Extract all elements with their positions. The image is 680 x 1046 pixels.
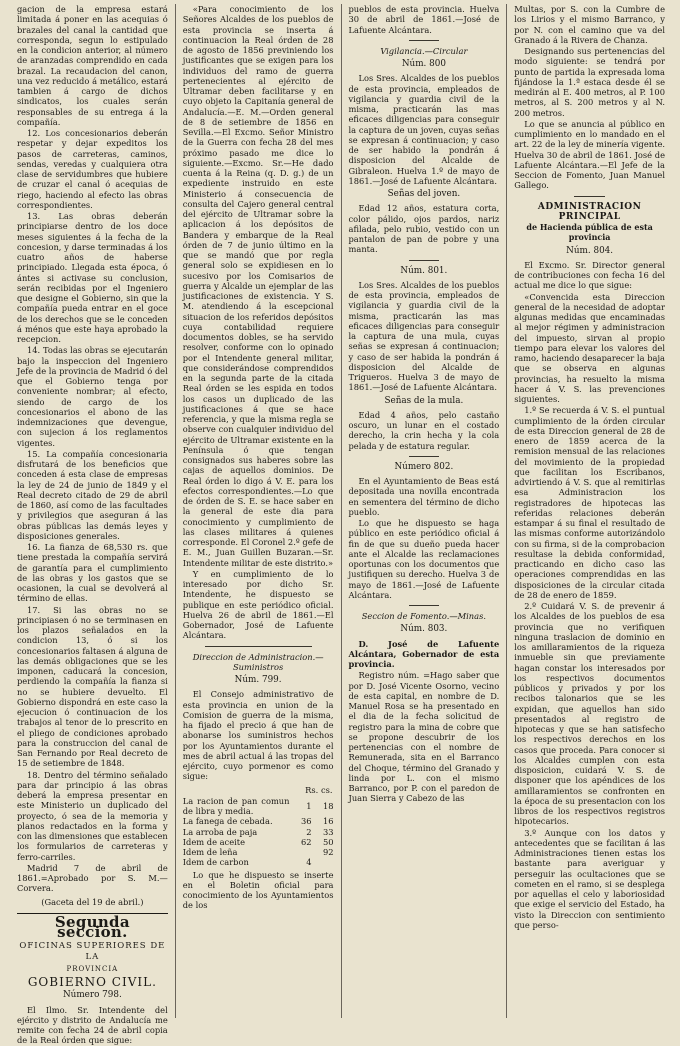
price-cs [312, 857, 334, 867]
senas-joven-heading: Señas del joven. [387, 189, 461, 199]
table-header-row [183, 784, 334, 796]
administracion-heading: ADMINISTRACION PRINCIPAL [537, 201, 642, 222]
price-rs: 2 [306, 826, 312, 837]
number-802: Número 802. [394, 461, 454, 472]
number-804: Núm. 804. [566, 245, 614, 256]
condition-12: 12. Los concesionarios deberán respetar y dejar expeditos los pasos de carreteras, caminos, sendas, veredas y cualquiera otra clase de servidumbres que hubiere de cruzar el canal ó acequias de riego, haciendo al efecto las obras correspondientes. [17, 128, 168, 210]
price-cs: 92 [322, 847, 334, 857]
price-rs: 1 [306, 800, 312, 811]
condition-13: 13. Las obras deberán principiarse dentro de los doce meses siguientes á la fecha de la concesion, y darse terminadas á los cuatro años de haberse principiado. Llegada esta época, ó ántes si activase su conclusion, serán recibidas por el Ingeniero que designe el Gobierno, sin que la compañía pueda entrar en el goce de los derechos que se le conceden á ménos que este haya aprobado la recepcion. [17, 211, 168, 344]
column-1 [10, 4, 175, 1046]
price-item: Idem de aceite [182, 836, 246, 847]
gobierno-civil-heading: GOBIERNO CIVIL. [27, 975, 157, 989]
paragraph-mula: Edad 4 años, pelo castaño oscuro, un lunar en el costado derecho, la crin hecha y la cola pelada y de estatura regular. [348, 409, 500, 451]
price-table [183, 784, 334, 868]
paragraph-convencida: «Convencida esta Direccion general de la necesidad de adoptar algunas medidas que encaminadas al mejor régimen y administracion del impuesto, sirvan al propio tiempo para elevar los valores del ramo, haciendo desaparecer la baja que se observa en algunas provincias, ha resuelto la misma hacer á V. S. las prevenciones siguientes. [514, 291, 665, 404]
paragraph-consejo: El Consejo administrativo de esta provincia en union de la Comision de guerra de la misma, ha fijado el precio á que han de abonarse los suministros hechos por los Ayuntamientos durante el mes de abril actual á las tropas del ejército, cuyo pormenor es como sigue: [182, 689, 334, 782]
table-row [183, 837, 334, 847]
paragraph-1: 1.º Se recuerda á V. S. el puntual cumplimiento de la órden circular de esta Direccion general de 28 de enero de 1859 acerca de la remision mensual de las relaciones del movimiento de la propiedad que facilitan los Escribanos, advirtiendo á V. S. que al remitirlas esa Administracion los registradores de hipotecas las referidas relaciones deberán estampar á su final el resultado de las mismas conforme autorizándolo con su firma, si de la comprobacion resultase la debida conformidad, practicando en dicho caso las operaciones comprendidas en las disposiciones de la circular citada de 28 de enero de 1859. [514, 405, 665, 600]
condition-16: 16. La fianza de 68,530 rs. que tiene prestada la compañía servirá de garantía para el cumplimiento de las obras y los gastos que se ocasionen, la cual se devolverá al término de ellas. [17, 542, 168, 604]
price-rs: 4 [306, 857, 312, 868]
table-row [183, 796, 334, 817]
table-row [183, 827, 334, 837]
column-2 [175, 4, 341, 1018]
number-801: Núm. 801. [400, 265, 448, 276]
price-item: La fanega de cebada. [182, 816, 273, 827]
table-row [183, 847, 334, 857]
table-row [183, 816, 334, 826]
table-header: Rs. cs. [305, 784, 333, 795]
administracion-subheading: de Hacienda pública de esta provincia [526, 222, 653, 243]
price-cs: 33 [322, 826, 334, 837]
price-rs [290, 847, 312, 857]
paragraph-top: pueblos de esta provincia. Huelva 30 de abril de 1861.—José de Lafuente Alcántara. [348, 4, 500, 35]
price-rs: 62 [300, 836, 312, 847]
senas-mula-heading: Señas de la mula. [384, 395, 464, 406]
paragraph-cumplimiento: Y en cumplimiento de lo interesado por dicho Sr. Intendente, he dispuesto se publique en este periódico oficial. Huelva 26 de abril de 1861.—El Gobernador, José de Lafuente Alcántara. [182, 568, 334, 641]
paragraph-boletin: Lo que he dispuesto se inserte en el Boletin oficial para conocimiento de los Ayuntamientos de los [182, 869, 334, 911]
fomento-heading: Seccion de Fomento.—Minas. [361, 611, 486, 621]
paragraph-intro: gacion de la empresa estará limitada á poner en las acequias ó brazales del canal la cantidad que corresponda, segun lo estipulado en la condicion anterior, al número de aranzadas comprendido en cada brazal. La recaudacion del canon, una vez reducido á metálico, estará tambien á cargo de dichos sindicatos, los cuales serán responsables de su entrega á la compañía. [17, 4, 168, 127]
condition-15: 15. La compañía concesionaria disfrutará de los beneficios que conceden á esta clase de empresas la ley de 24 de junio de 1849 y el Real decreto citado de 29 de abril de 1860, así como de las facultades y privilegios que aseguran á las obras públicas las demás leyes y disposiciones generales. [17, 448, 168, 541]
paragraph-excmo: El Excmo. Sr. Director general de contribuciones con fecha 16 del actual me dice lo que sigue: [514, 259, 665, 291]
price-cs: 50 [322, 836, 334, 847]
provincia-heading: PROVINCIA [66, 964, 119, 973]
oficinas-heading: OFICINAS SUPERIORES DE LA [19, 941, 166, 962]
divider [409, 260, 440, 261]
column-3 [341, 4, 507, 1018]
divider [409, 605, 440, 606]
paragraph-registro: Registro núm. =Hago saber que por D. José Vicente Osorno, vecino de esta capital, en nombre de D. Manuel Rosa se ha presentado en el dia de la fecha solicitud de registro para la mina de cobre que se propone descubrir de los pertenencias con el nombre de Remunerada, sita en el Barranco del Choque, término del Granado y linda por L. con el mismo Barranco, por P. con el paredon de Juan Sierra y Cabezo de las [348, 670, 500, 804]
paragraph-intendente: El Ilmo. Sr. Intendente del ejército y distrito de Andalucía me remite con fecha 24 de abril copia de la Real órden que sigue: [17, 1004, 168, 1046]
paragraph-802b: Lo que he dispuesto se haga público en este periódico oficial á fin de que su dueño pueda hacer ante el Alcalde las reclamaciones oportunas con los documentos que justifiquen su derecho. Huelva 3 de mayo de 1861.—José de Lafuente Alcántara. [348, 518, 500, 600]
price-rs: 36 [300, 816, 312, 827]
paragraph-803: D. José de Lafuente Alcántara, Gobernador de esta provincia. [348, 638, 500, 669]
paragraph-2: 2.º Cuidará V. S. de prevenir á los Alcaldes de los pueblos de esa provincia que no verifiquen ninguna traslacion de dominio en los amillaramientos de la riqueza inmueble sin que previamente hagan constar los interesados por los respectivos documentos públicos y privados y por los recibos talonarios que se les expidan, que aquellos han sido presentados al registro de hipotecas y que se han satisfecho los respectivos derechos en los casos que proceda. Para conocer si los Alcaldes cumplen con esta disposicion, cuidará V. S. de disponer que los apéndices de los amillaramientos se confronten en la época de su presentacion con los libros de los respectivos registros hipotecarios. [514, 601, 665, 827]
divider [409, 456, 440, 457]
paragraph-real-orden: «Para conocimiento de los Señores Alcaldes de los pueblos de esta provincia se inserta á continuacion la Real órden de 28 de agosto de 1856 previniendo los justificantes que se exigen para los individuos del ramo de guerra pertenecientes al ejército de Ultramar deben facilitarse y en cuyo objeto la Capitanía general de Andalucía.—E. M.—Orden general de 8 de setiembre de 1856 en Sevilla.—El Excmo. Señor Ministro de la Guerra con fecha 28 del mes próximo pasado me dice lo siguiente.—Excmo. Sr.—He dado cuenta á la Reina (q. D. g.) de un expediente instruido en este Ministerio á consecuencia de consulta del Cajero general central del ejército de Ultramar sobre la aplicacion á los depósitos de Bandera y embarque de la Real órden de 7 de junio último en la que se mandó que por regla general solo se expidiesen en lo sucesivo por los Comisarios de guerra y Alcalde un ejemplar de las justificaciones de existencia. Y S. M. atendiendo á la escepcional situacion de los referidos depósitos cuya contabilidad requiere documentos dobles, se ha servido resolver, conforme con lo opinado por el Intendente general militar, que considerándose comprendidos en la segunda parte de la citada Real órden se les espida en todos los casos un duplicado de las justificaciones á que se hace referencia, y que la misma regla se observe con cualquier individuo del ejército de Ultramar existente en la Península ó que tengan consignados sus haberes sobre las cajas de aquellos dominios. De Real órden lo digo á V. E. para los efectos correspondientes.—Lo que de órden de S. E. se hace saber en la general de este dia para conocimiento y cumplimiento de las clases militares á quienes corresponde. El Coronel 2.º gefe de E. M., Juan Guillen Buzaran.—Sr. Intendente militar de este distrito.» [182, 4, 334, 568]
section-title: Segunda seccion. [17, 913, 168, 938]
divider [574, 196, 605, 197]
condition-17: 17. Si las obras no se principiasen ó no se terminasen en los plazos señalados en la condicion 13, ó si los concesionarios faltasen á alguna de las demás obligaciones que se les imponen, caducará la concesion, perdiendo la compañía la fianza si no se hubiere devuelto. El Gobierno dispondrá en este caso la ejecucion ó continuacion de los trabajos al tenor de lo prescrito en el pliego de condiciones aprobado para la construccion del canal de San Fernando por Real decreto de 15 de setiembre de 1848. [17, 604, 168, 769]
vigilancia-heading: Vigilancia.—Circular [380, 45, 468, 56]
condition-14: 14. Todas las obras se ejecutarán bajo la inspeccion del Ingeniero Jefe de la provincia de Madrid ó del que el Gobierno tenga por conveniente nombrar; al efecto, siendo de cargo de los concesionarios el abono de las indemnizaciones que devengue, con sujecion á los reglamentos vigentes. [17, 345, 168, 448]
price-item: La arroba de paja [182, 826, 258, 837]
paragraph-3: 3.º Aunque con los datos y antecedentes que se facilitan á las Administraciones tienen estas los bastante para averiguar y perseguir las ocultaciones que se cometen en el ramo, si se desplega por aquellas el celo y laboriosidad que exige el servicio del Estado, ha visto la Direccion con sentimiento que perso- [514, 827, 665, 930]
price-item: La racion de pan comun de libra y media. [182, 795, 290, 816]
paragraph-top: Multas, por S. con la Cumbre de los Lirios y el mismo Barranco, y por N. con el camino que va del Granado á la Rivera de Chanza. [514, 4, 665, 45]
price-item: Idem de leña [182, 847, 238, 857]
divider [409, 40, 440, 41]
price-cs: 16 [322, 816, 334, 827]
gaceta-reference: (Gaceta del 19 de abril.) [41, 896, 144, 907]
paragraph-joven: Edad 12 años, estatura corta, color pálido, ojos pardos, nariz afilada, pelo rubio, vestido con un pantalon de pan de pobre y una manta. [348, 203, 500, 255]
paragraph-800: Los Sres. Alcaldes de los pueblos de esta provincia, empleados de vigilancia y guardia civil de la misma, practicarán las mas eficaces diligencias para conseguir la captura de un joven, cuyas señas se expresan á continuacion; y caso de ser habido la pondrán á disposicion del Alcalde de Gibraleon. Huelva 1.º de mayo de 1861.—José de Lafuente Alcántara. [348, 73, 500, 186]
paragraph-anuncia: Lo que se anuncia al público en cumplimiento en lo mandado en el art. 22 de la ley de minería vigente. Huelva 30 de abril de 1861. José de Lafuente Alcántara.—El Jefe de la Seccion de Fomento, Juan Manuel Gallego. [514, 118, 665, 191]
approval-line: Madrid 7 de abril de 1861.=Aprobado por S. M.—Corvera. [17, 862, 168, 894]
price-item: Idem de carbon [182, 857, 249, 868]
divider [205, 646, 312, 647]
paragraph-designando: Designando sus pertenencias del modo siguiente: se tendrá por punto de partida la expresada loma fijándose la 1.ª estaca desde él se medirán al E. 400 metros, al P. 100 metros, al S. 200 metros y al N. 200 metros. [514, 46, 665, 118]
condition-18: 18. Dentro del término señalado para dar principio á las obras deberá la empresa presentar en este Ministerio un duplicado del proyecto, ó sea de la memoria y planos redactados en la forma y con las dimensiones que establecen los formularios de carreteras y ferro-carriles. [17, 769, 168, 862]
number-800: Núm. 800 [401, 59, 446, 69]
paragraph-802a: En el Ayuntamiento de Beas está depositada una novilla encontrada en sementera del término de dicho pueblo. [348, 476, 500, 517]
number-799: Núm. 799. [234, 675, 282, 685]
direccion-heading: Direccion de Administracion.—Suministros [192, 651, 324, 672]
column-4 [506, 4, 672, 1018]
number-803: Núm. 803. [400, 624, 448, 635]
price-cs: 18 [322, 800, 334, 811]
paragraph-801: Los Sres. Alcaldes de los pueblos de esta provincia, empleados de vigilancia y guardia civil de la misma, practicarán las mas eficaces diligencias para conseguir la captura de una mula, cuyas señas se expresan á continuacion; y caso de ser habida la pondrán á disposicion del Alcalde de Trigueros. Huelva 3 de mayo de 1861.—José de Lafuente Alcántara. [348, 279, 500, 393]
table-row [183, 857, 334, 867]
number-798: Número 798. [62, 990, 122, 1001]
